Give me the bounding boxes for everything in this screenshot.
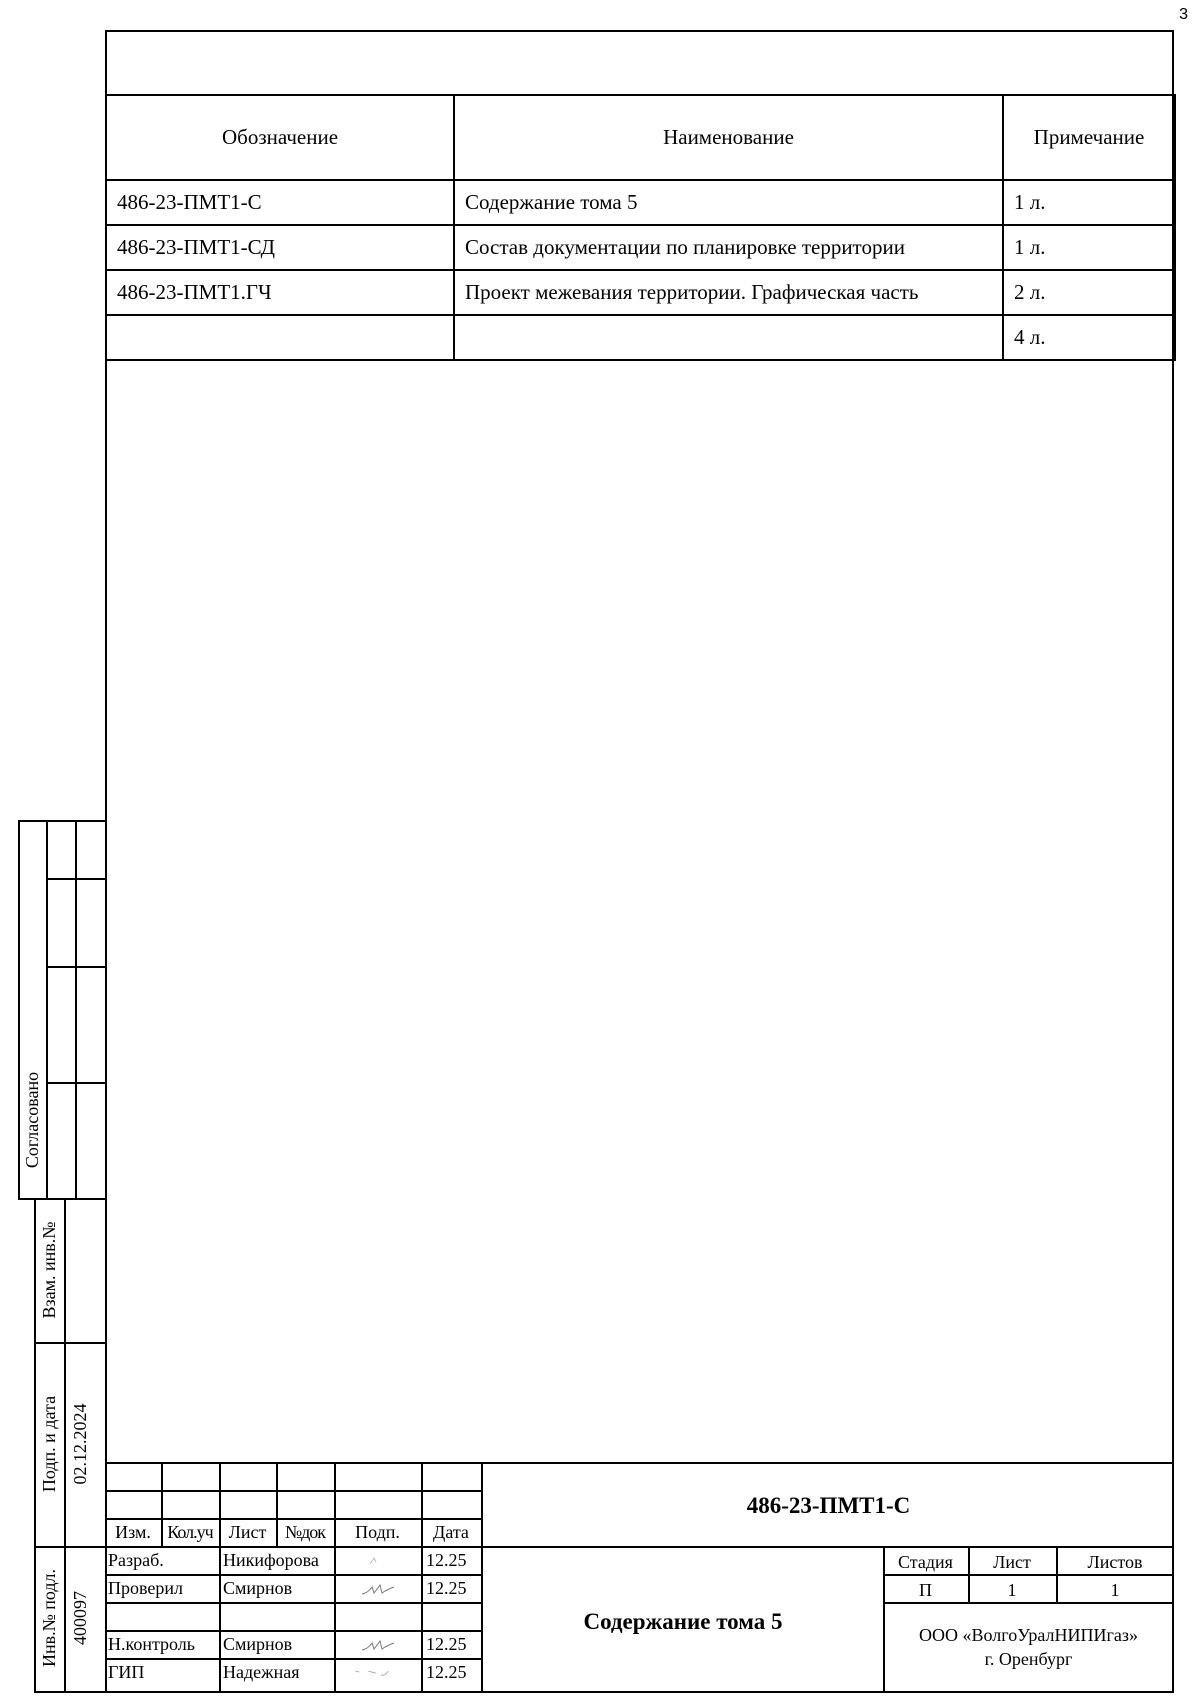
header-note: Примечание [1003,95,1175,180]
vzam-inv-label: Взам. инв.№ [39,1221,59,1319]
row-designation: 486-23-ПМТ1.ГЧ [106,270,454,315]
stage-header: Стадия [898,1552,953,1572]
row-note: 1 л. [1003,180,1175,225]
inv-podl-value: 400097 [70,1591,90,1645]
contents-header-row [106,95,1175,180]
row-designation [106,315,454,360]
doc-code: 486-23-ПМТ1-С [746,1493,911,1518]
col-data: Дата [433,1522,469,1542]
row-name: Содержание тома 5 [454,180,1003,225]
sheet-header: Лист [993,1552,1031,1572]
table-row [106,225,1175,270]
name-nkontrol: Смирнов [223,1634,293,1654]
row-note-total: 4 л. [1003,315,1175,360]
stage-value: П [919,1580,932,1600]
row-name: Состав документации по планировке территории [454,225,1003,270]
name-razrab: Никифорова [223,1550,319,1570]
role-gip: ГИП [108,1662,145,1682]
signature-razrab [362,1552,402,1568]
contents-table [105,94,1176,361]
sheet-value: 1 [1007,1580,1017,1600]
sheets-value: 1 [1110,1580,1120,1600]
col-list: Лист [228,1522,267,1542]
table-row [106,270,1175,315]
table-row [106,315,1175,360]
agreed-label: Согласовано [22,1071,42,1169]
date-razrab: 12.25 [426,1550,467,1570]
row-designation: 486-23-ПМТ1-СД [106,225,454,270]
name-proveril: Смирнов [223,1578,293,1598]
org-city: г. Оренбург [984,1649,1073,1669]
header-designation: Обозначение [106,95,454,180]
row-note: 2 л. [1003,270,1175,315]
signature-nkontrol [358,1637,398,1653]
col-koluch: Кол.уч [167,1522,213,1542]
row-note: 1 л. [1003,225,1175,270]
signature-gip [352,1665,392,1681]
inv-podl-label: Инв.№ подл. [39,1568,59,1668]
row-designation: 486-23-ПМТ1-С [106,180,454,225]
date-gip: 12.25 [426,1662,467,1682]
date-nkontrol: 12.25 [426,1634,467,1654]
date-proveril: 12.25 [426,1578,467,1598]
podp-data-label: Подп. и дата [39,1395,59,1493]
col-podp: Подп. [355,1522,400,1542]
name-gip: Надежная [223,1662,300,1682]
page-number: 3 [1179,6,1188,23]
org-name: ООО «ВолгоУралНИПИгаз» [919,1625,1138,1645]
row-name [454,315,1003,360]
role-razrab: Разраб. [108,1550,164,1570]
col-izm: Изм. [115,1522,151,1542]
header-name: Наименование [454,95,1003,180]
table-row [106,180,1175,225]
signature-proveril [358,1581,398,1597]
role-nkontrol: Н.контроль [108,1634,196,1654]
role-proveril: Проверил [108,1578,183,1598]
row-name: Проект межевания территории. Графическая часть [454,270,1003,315]
sheets-header: Листов [1087,1552,1143,1572]
col-ndok: №док [284,1522,326,1542]
doc-title: Содержание тома 5 [583,1609,783,1634]
podp-data-value: 02.12.2024 [70,1403,90,1485]
